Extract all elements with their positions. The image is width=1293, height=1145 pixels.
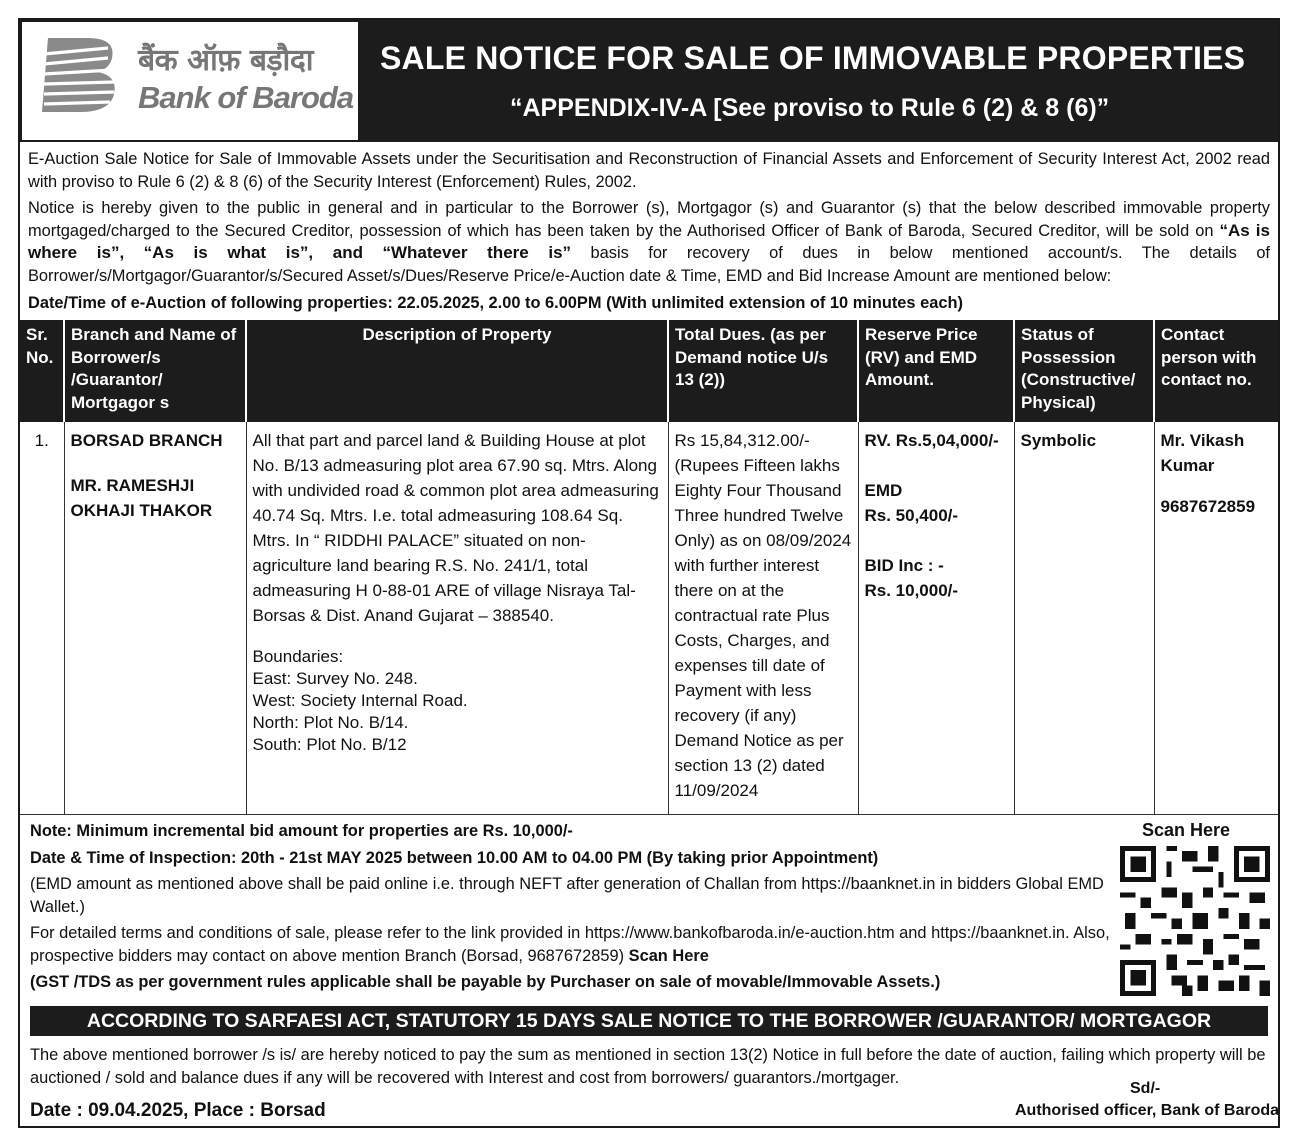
- notice-title: SALE NOTICE FOR SALE OF IMMOVABLE PROPERTIES: [380, 40, 1246, 76]
- boundary-east: East: Survey No. 248.: [252, 669, 418, 688]
- header-dues: Total Dues. (as per Demand notice U/s 13 (2)): [668, 320, 858, 422]
- contact-name: Mr. Vikash Kumar: [1160, 431, 1245, 475]
- header-reserve: Reserve Price (RV) and EMD Amount.: [858, 320, 1014, 422]
- final-notice: The above mentioned borrower /s is/ are hereby noticed to pay the sum as mentioned in section 13(2) Notice in full before the date of auction, failing which property will be auctioned / sold and balance dues if any will be recovered with Interest and cost from borrowers/ guarantors./mortgager.: [30, 1046, 1266, 1087]
- separator-1: ,: [119, 243, 125, 263]
- note-emd: (EMD amount as mentioned above shall be paid online i.e. through NEFT after generation of Challan from https://baanknet.in in bidders Global EMD Wallet.): [30, 875, 1104, 916]
- header-branch: Branch and Name of Borrower/s /Guarantor/ Mortgagor s: [64, 320, 246, 422]
- intro-paragraph-2-rest: basis for recovery of dues in below mentioned account/s. The details of Borrower/s/Mortgagor/Guarantor/s/Secured Asset/s/Dues/Reserve Price/e-Auction date & Time, EMD and Bid Increase Amount are mentioned below:: [28, 244, 1270, 285]
- as-is-what-is: “As is what is”: [143, 243, 309, 263]
- note-min-bid: Note: Minimum incremental bid amount for properties are Rs. 10,000/-: [30, 822, 573, 840]
- boundaries-title: Boundaries:: [252, 647, 344, 666]
- note-terms: [30, 922, 1120, 967]
- contact-phone: 9687672859: [1160, 497, 1256, 516]
- bank-logo: [22, 22, 358, 140]
- branch-name: BORSAD BRANCH: [70, 431, 223, 450]
- cell-dues: Rs 15,84,312.00/- (Rupees Fifteen lakhs Eighty Four Thousand Three hundred Twelve Only) as on 08/09/2024 with further interest there on at the contractual rate Plus Costs, Charges, and expenses till date of Payment with less recovery (if any) Demand Notice as per section 13 (2) dated 11/09/2024: [668, 422, 858, 814]
- note-inspection: Date & Time of Inspection: 20th - 21st MAY 2025 between 10.00 AM to 04.00 PM (By taking prior Appointment): [30, 848, 879, 867]
- cell-contact: [1154, 422, 1278, 814]
- qr-code-icon[interactable]: [1120, 846, 1270, 996]
- boundary-south: South: Plot No. B/12: [252, 735, 407, 754]
- notice-subtitle: “APPENDIX-IV-A [See proviso to Rule 6 (2) & 8 (6)”: [510, 94, 1110, 122]
- notice-frame: [18, 18, 1280, 1128]
- bid-amount: Rs. 10,000/-: [864, 581, 959, 600]
- notes-section: [30, 820, 1120, 998]
- bid-label: BID Inc : -: [864, 556, 944, 575]
- header-sr-no: Sr. No.: [20, 320, 64, 422]
- as-is-where-is: “As is where is”: [28, 220, 1270, 263]
- note-gst: (GST /TDS as per government rules applicable shall be payable by Purchaser on sale of movable/Immovable Assets.): [30, 973, 941, 991]
- signature-sd: Sd/-: [1130, 1080, 1161, 1097]
- intro-paragraph-2-text: Notice is hereby given to the public in general and in particular to the Borrower (s), Mortgagor (s) and Guarantor (s) that the below described immovable property mortgaged/charged to the Secured Creditor, possession of which has been taken by the Authorised Officer of Bank of Baroda, Secured Creditor, will be sold on: [28, 199, 1270, 240]
- table-header-row: [20, 320, 1278, 422]
- cell-branch: [64, 422, 246, 814]
- cell-status: Symbolic: [1014, 422, 1154, 814]
- logo-english-text: Bank of Baroda: [138, 80, 354, 115]
- sarfaesi-act-banner: ACCORDING TO SARFAESI ACT, STATUTORY 15 DAYS SALE NOTICE TO THE BORROWER /GUARANTOR/ MORTGAGOR: [30, 1006, 1268, 1036]
- cell-description: [246, 422, 668, 814]
- bank-of-baroda-logo-icon: [38, 34, 128, 114]
- intro-section: [28, 148, 1270, 314]
- cell-sr-no: 1.: [20, 422, 64, 814]
- whatever-there-is: “Whatever there is”: [382, 243, 572, 263]
- cell-reserve: [858, 422, 1014, 814]
- boundary-north: North: Plot No. B/14.: [252, 713, 409, 732]
- boundary-west: West: Society Internal Road.: [252, 691, 468, 710]
- note-terms-scan: Scan Here: [628, 946, 709, 965]
- table-row: [20, 422, 1278, 814]
- header-status: Status of Possession (Constructive/ Physical): [1014, 320, 1154, 422]
- qr-label: Scan Here: [1142, 820, 1231, 840]
- date-place: Date : 09.04.2025, Place : Borsad: [30, 1100, 326, 1121]
- borrower-name: MR. RAMESHJI OKHAJI THAKOR: [70, 476, 213, 520]
- header-description: Description of Property: [246, 320, 668, 422]
- logo-hindi-text: बैंक ऑफ़ बड़ौदा: [138, 43, 314, 78]
- property-description: All that part and parcel land & Building House at plot No. B/13 admeasuring plot area 67.90 sq. Mtrs. Along with undivided road & common plot area admeasuring 40.74 Sq. Mtrs. I.e. total admeasuring 108.64 Sq. Mtrs. In “ RIDDHI PALACE” situated on non-agriculture land bearing R.S. No. 241/1, total admeasuring H 0-88-01 ARE of village Nisraya Tal- Borsas & Dist. Anand Gujarat – 388540.: [252, 431, 659, 625]
- intro-paragraph-1: E-Auction Sale Notice for Sale of Immovable Assets under the Securitisation and Reconstruction of Financial Assets and Enforcement of Security Interest Act, 2002 read with proviso to Rule 6 (2) & 8 (6) of the Security Interest (Enforcement) Rules, 2002.: [28, 150, 1270, 191]
- authorised-officer: Authorised officer, Bank of Baroda: [1015, 1102, 1280, 1119]
- note-terms-text: For detailed terms and conditions of sale, please refer to the link provided in https://www.bankofbaroda.in/e-auction.htm and https://baanknet.in. Also, prospective bidders may contact on above mention Branch (Borsad, 9687672859): [30, 924, 1110, 965]
- intro-paragraph-2: [28, 197, 1270, 287]
- emd-amount: Rs. 50,400/-: [864, 506, 959, 525]
- separator-2: , and: [308, 243, 363, 263]
- header-contact: Contact person with contact no.: [1154, 320, 1278, 422]
- auction-datetime: Date/Time of e-Auction of following properties: 22.05.2025, 2.00 to 6.00PM (With unlimited extension of 10 minutes each): [28, 293, 963, 312]
- property-table: [20, 320, 1278, 815]
- boundaries: [253, 646, 662, 756]
- notice-header: [20, 20, 1278, 142]
- emd-label: EMD: [864, 481, 903, 500]
- reserve-price: RV. Rs.5,04,000/-: [864, 431, 999, 450]
